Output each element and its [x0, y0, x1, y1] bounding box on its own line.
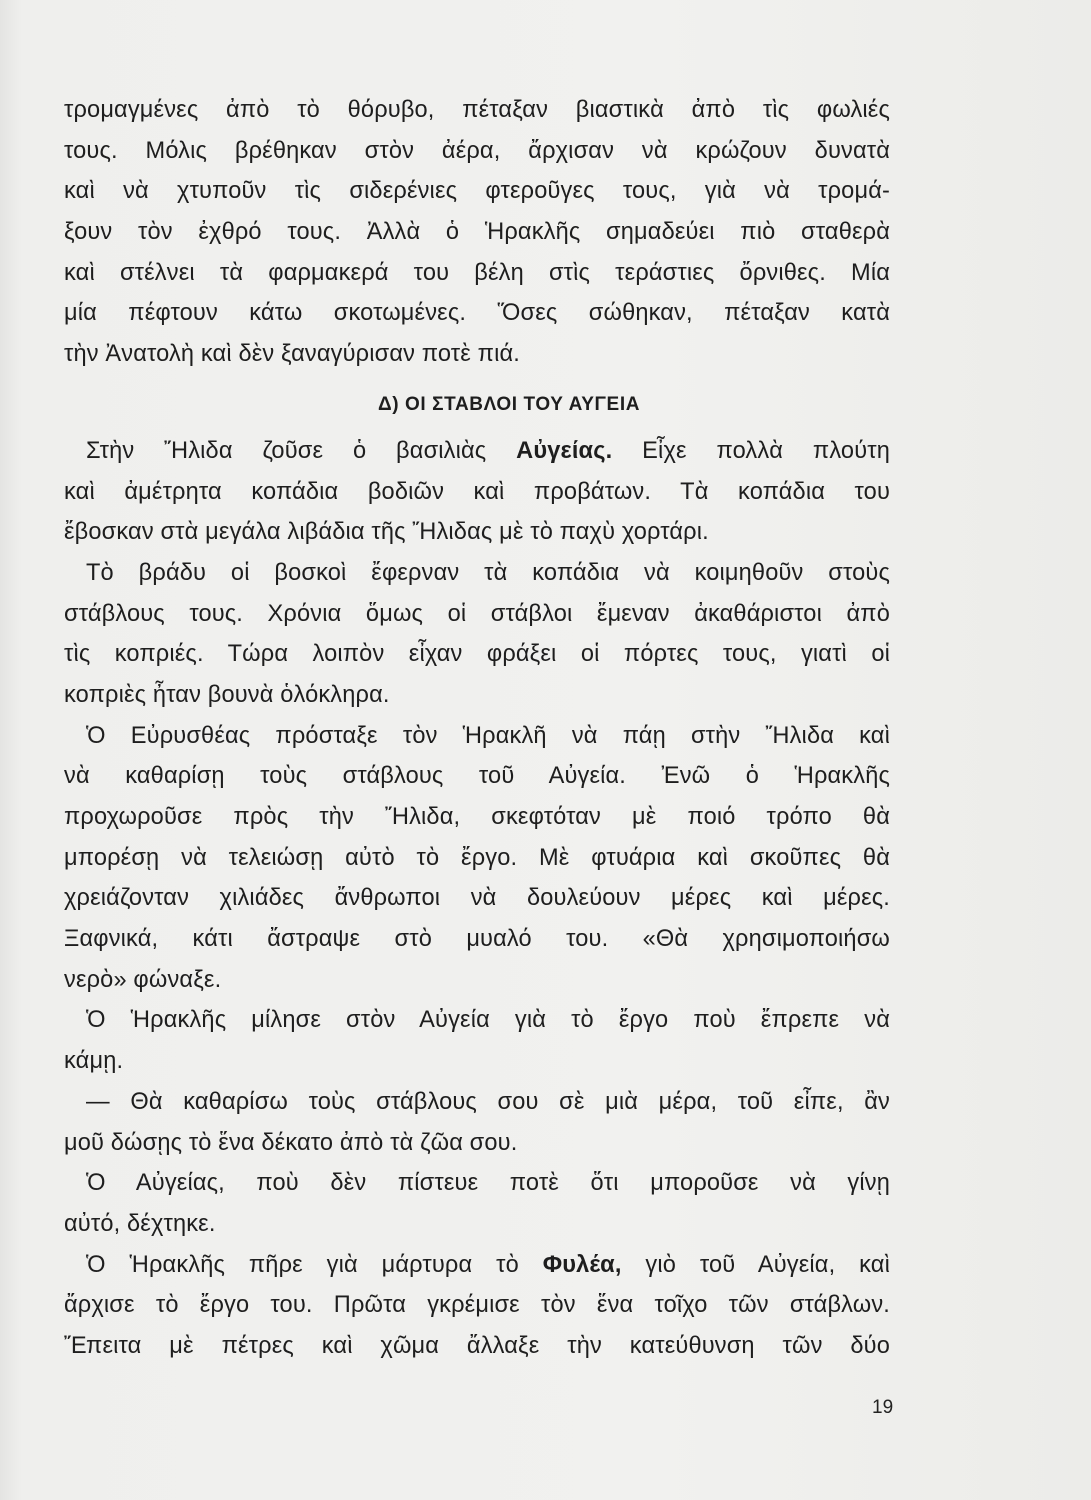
text-line: ξουν τὸν ἐχθρό τους. Ἀλλὰ ὁ Ἡρακλῆς σημαδεύει πιὸ σταθερὰ	[64, 219, 890, 246]
bold-name-augeias: Αὐγείας.	[516, 437, 613, 464]
text-line: μία πέφτουν κάτω σκοτωμένες. Ὅσες σώθηκαν, πέταξαν κατὰ	[64, 300, 890, 327]
text-segment: Στὴν Ἤλιδα ζοῦσε ὁ βασιλιὰς	[86, 437, 487, 464]
text-line	[64, 1245, 890, 1286]
text-line: καὶ νὰ χτυποῦν τὶς σιδερένιες φτεροῦγες τους, γιὰ νὰ τρομά-	[64, 178, 890, 205]
text-segment: Ὁ Ἡρακλῆς πῆρε γιὰ μάρτυρα τὸ	[86, 1251, 519, 1278]
text-line: τους. Μόλις βρέθηκαν στὸν ἀέρα, ἄρχισαν νὰ κρώζουν δυνατὰ	[64, 137, 890, 164]
text-line: ἄρχισε τὸ ἔργο του. Πρῶτα γκρέμισε τὸν ἕνα τοῖχο τῶν στάβλων.	[64, 1292, 890, 1319]
paragraph-3	[64, 553, 890, 716]
text-line: καὶ στέλνει τὰ φαρμακερά του βέλη στὶς τεράστιες ὄρνιθες. Μία	[64, 259, 890, 286]
text-line: ἔβοσκαν στὰ μεγάλα λιβάδια τῆς Ἤλιδας μὲ τὸ παχὺ χορτάρι.	[64, 519, 709, 546]
text-line: αὐτό, δέχτηκε.	[64, 1210, 216, 1237]
paragraph-1	[64, 90, 890, 375]
text-line: καὶ ἀμέτρητα κοπάδια βοδιῶν καὶ προβάτων. Τὰ κοπάδια του	[64, 478, 890, 505]
text-line: τὶς κοπριές. Τώρα λοιπὸν εἶχαν φράξει οἱ πόρτες τους, γιατὶ οἱ	[64, 641, 890, 668]
text-line: Ἔπειτα μὲ πέτρες καὶ χῶμα ἄλλαξε τὴν κατεύθυνση τῶν δύο	[64, 1332, 890, 1359]
text-line: μπορέσῃ νὰ τελειώσῃ αὐτὸ τὸ ἔργο. Μὲ φτυάρια καὶ σκοῦπες θὰ	[64, 844, 890, 871]
paragraph-4	[64, 716, 890, 1001]
text-line: προχωροῦσε πρὸς τὴν Ἤλιδα, σκεφτόταν μὲ ποιό τρόπο θὰ	[64, 804, 890, 830]
paragraph-7	[64, 1163, 890, 1244]
text-line: — Θὰ καθαρίσω τοὺς στάβλους σου σὲ μιὰ μέρα, τοῦ εἶπε, ἂν	[86, 1088, 890, 1115]
paragraph-6	[64, 1082, 890, 1163]
text-line: τρομαγμένες ἀπὸ τὸ θόρυβο, πέταξαν βιαστικὰ ἀπὸ τὶς φωλιές	[64, 97, 890, 123]
text-line: Ξαφνικά, κάτι ἄστραψε στὸ μυαλό του. «Θὰ χρησιμοποιήσω	[64, 926, 890, 953]
text-line: Ὁ Αὐγείας, ποὺ δὲν πίστευε ποτὲ ὅτι μποροῦσε νὰ γίνῃ	[86, 1170, 890, 1197]
text-line: νὰ καθαρίσῃ τοὺς στάβλους τοῦ Αὐγεία. Ἐνῶ ὁ Ἡρακλῆς	[64, 763, 890, 790]
text-line: κάμῃ.	[64, 1048, 124, 1075]
paragraph-2	[64, 431, 890, 553]
text-line: νερὸ» φώναξε.	[64, 966, 222, 993]
text-line: τὴν Ἀνατολὴ καὶ δὲν ξαναγύρισαν ποτὲ πιά.	[64, 341, 520, 368]
page-number: 19	[872, 1397, 894, 1418]
paragraph-8	[64, 1245, 890, 1367]
bold-name-fyleas: Φυλέα,	[542, 1251, 622, 1278]
text-segment: γιὸ τοῦ Αὐγεία, καὶ	[645, 1251, 890, 1278]
text-line: χρειάζονταν χιλιάδες ἄνθρωποι νὰ δουλεύουν μέρες καὶ μέρες.	[64, 885, 890, 912]
text-column	[64, 90, 890, 1367]
text-line: Ὁ Εὐρυσθέας πρόσταξε τὸν Ἡρακλῆ νὰ πάῃ στὴν Ἤλιδα καὶ	[86, 722, 890, 749]
text-line	[64, 431, 890, 472]
text-line: στάβλους τους. Χρόνια ὅμως οἱ στάβλοι ἔμεναν ἀκαθάριστοι ἀπὸ	[64, 600, 890, 627]
section-heading: Δ) ΟΙ ΣΤΑΒΛΟΙ ΤΟΥ ΑΥΓΕΙΑ	[377, 393, 641, 415]
paragraph-5	[64, 1000, 890, 1081]
text-line: Ὁ Ἡρακλῆς μίλησε στὸν Αὐγεία γιὰ τὸ ἔργο ποὺ ἔπρεπε νὰ	[86, 1007, 890, 1034]
text-line: Τὸ βράδυ οἱ βοσκοὶ ἔφερναν τὰ κοπάδια νὰ κοιμηθοῦν στοὺς	[86, 559, 890, 586]
text-line: κοπριὲς ἦταν βουνὰ ὁλόκληρα.	[64, 681, 390, 708]
text-segment: Εἶχε πολλὰ πλούτη	[642, 437, 890, 464]
text-line: μοῦ δώσῃς τὸ ἕνα δέκατο ἀπὸ τὰ ζῶα σου.	[64, 1129, 518, 1156]
